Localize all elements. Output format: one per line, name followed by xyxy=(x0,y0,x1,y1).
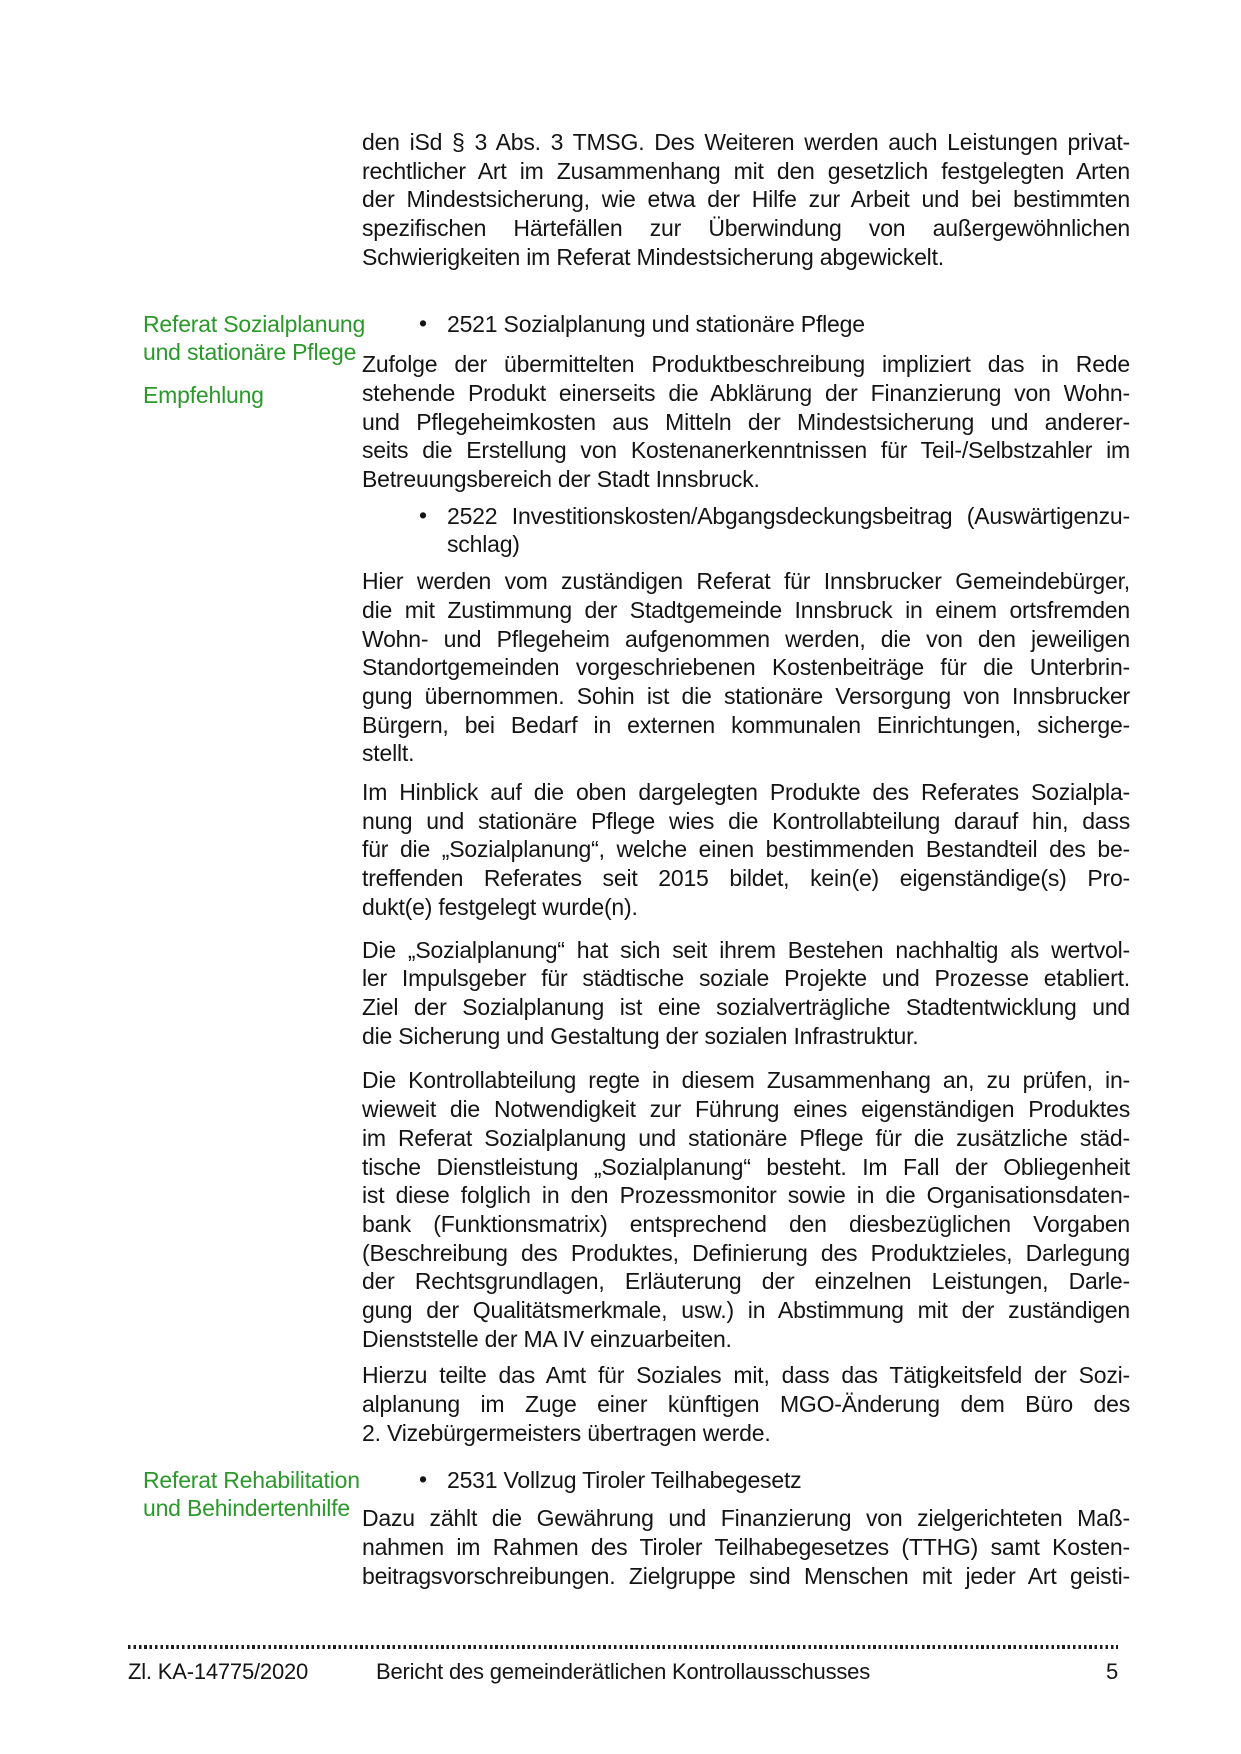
margin-label-referat-sozialplanung: Referat Sozialplanung und stationäre Pflege xyxy=(143,310,366,366)
margin-label-empfehlung: Empfehlung xyxy=(143,381,264,408)
bullet-label-2522: 2522 Investitionskosten/Abgangsdeckungsbeitrag (Auswärtigenzu- schlag) xyxy=(447,502,1130,558)
paragraph-mindestsicherung: den iSd § 3 Abs. 3 TMSG. Des Weiteren werden auch Leistungen privat- rechtlicher Art im Zusammenhang mit den gesetzlich festgelegten Arten der Mindestsicherung, wie etwa der Hilfe zur Arbeit und bei bestimmten spezifischen Härtefällen zur Überwindung von außergewöhnlichen Schwierigkeiten im Referat Mindestsicherung abgewickelt. xyxy=(362,129,1130,270)
body-text-column xyxy=(143,128,1130,1590)
bullet-icon: • xyxy=(419,1465,427,1492)
bullet-item-2531 xyxy=(362,1466,1130,1495)
paragraph-die-sozialplanung: Die „Sozialplanung“ hat sich seit ihrem Bestehen nachhaltig als wertvol- ler Impulsgeber für städtische soziale Projekte und Prozesse etabliert. Ziel der Sozialplanung ist eine sozialverträgliche Stadtentwicklung und die Sicherung und Gestaltung der sozialen Infrastruktur. xyxy=(362,936,1130,1049)
paragraph-im-hinblick: Im Hinblick auf die oben dargelegten Produkte des Referates Sozialpla- nung und stationäre Pflege wies die Kontrollabteilung darauf hin, dass für die „Sozialplanung“, welche einen bestimmenden Bestandteil des be- treffenden Referates seit 2015 bildet, kein(e) eigenständige(s) Pro- dukt(e) festgelegt wurde(n). xyxy=(362,779,1130,920)
bullet-label-2521: 2521 Sozialplanung und stationäre Pflege xyxy=(447,310,865,337)
section-sozialplanung xyxy=(143,309,1130,1448)
paragraph-zufolge: Zufolge der übermittelten Produktbeschreibung impliziert das in Rede stehende Produkt einerseits die Abklärung der Finanzierung von Wohn- und Pflegeheimkosten aus Mitteln der Mindestsicherung und anderer- seits die Erstellung von Kostenanerkenntnissen für Teil-/Selbstzahler im Betreuungsbereich der Stadt Innsbruck. xyxy=(362,351,1130,493)
bullet-label-2531: 2531 Vollzug Tiroler Teilhabegesetz xyxy=(447,1466,802,1493)
paragraph-kontrollabteilung: Die Kontrollabteilung regte in diesem Zusammenhang an, zu prüfen, in- wieweit die Notwendigkeit zur Führung eines eigenständigen Produktes im Referat Sozialplanung und stationäre Pflege für die zusätzliche städ- tische Dienstleistung „Sozialplanung“ besteht. Im Fall der Obliegenheit ist diese folglich in den Prozessmonitor sowie in die Organisationsdaten- bank (Funktionsmatrix) entsprechend den diesbezüglichen Vorgaben (Beschreibung des Produktes, Definierung des Produktzieles, Darlegung der Rechtsgrundlagen, Erläuterung der einzelnen Leistungen, Darle- gung der Qualitätsmerkmale, usw.) in Abstimmung mit der zuständigen Dienststelle der MA IV einzuarbeiten. xyxy=(362,1067,1130,1352)
footer-dotted-rule xyxy=(128,1645,1118,1649)
paragraph-hierzu: Hierzu teilte das Amt für Soziales mit, dass das Tätigkeitsfeld der Sozi- alplanung im Zuge einer künftigen MGO-Änderung dem Büro des 2. Vizebürgermeisters übertragen werde. xyxy=(362,1362,1130,1446)
bullet-icon: • xyxy=(419,501,427,528)
bullet-item-2521 xyxy=(362,310,1130,339)
paragraph-hier-werden: Hier werden vom zuständigen Referat für Innsbrucker Gemeindebürger, die mit Zustimmung der Stadtgemeinde Innsbruck in einem ortsfremden Wohn- und Pflegeheim aufgenommen werden, die von den jeweiligen Standortgemeinden vorgeschriebenen Kostenbeiträge für die Unterbrin- gung übernommen. Sohin ist die stationäre Versorgung von Innsbrucker Bürgern, bei Bedarf in externen kommunalen Einrichtungen, sicherge- stellt. xyxy=(362,568,1130,767)
footer-page-number: 5 xyxy=(1105,1659,1118,1684)
section-rehabilitation xyxy=(143,1465,1130,1591)
bullet-icon: • xyxy=(419,309,427,336)
page-footer xyxy=(128,1645,1118,1687)
footer-reference: Zl. KA-14775/2020 xyxy=(128,1659,309,1684)
paragraph-dazu-zaehlt: Dazu zählt die Gewährung und Finanzierung von zielgerichteten Maß- nahmen im Rahmen des Tiroler Teilhabegesetzes (TTHG) samt Kosten- beitragsvorschreibungen. Zielgruppe sind Menschen mit jeder Art geisti- xyxy=(362,1505,1130,1589)
bullet-item-2522 xyxy=(362,502,1130,559)
footer-row xyxy=(128,1658,1118,1687)
footer-title: Bericht des gemeinderätlichen Kontrollausschusses xyxy=(375,1659,871,1684)
margin-label-referat-rehabilitation: Referat Rehabilitation und Behindertenhilfe xyxy=(143,1466,360,1522)
